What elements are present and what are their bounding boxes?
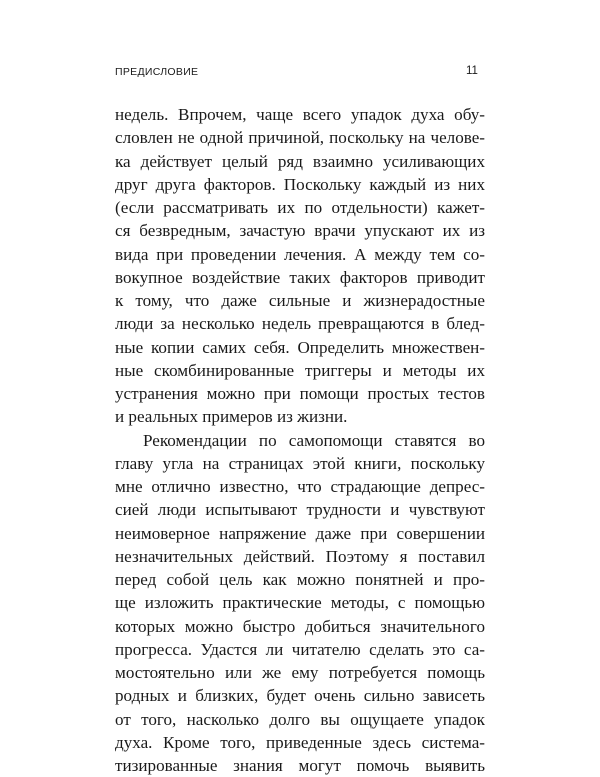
- text-line: главу угла на страницах этой книги, поскольку: [115, 452, 485, 475]
- text-line: от того, насколько долго вы ощущаете упадок: [115, 708, 485, 731]
- text-line: перед собой цель как можно понятней и про-: [115, 568, 485, 591]
- text-line: прогресса. Удастся ли читателю сделать это са-: [115, 638, 485, 661]
- text-line: устранения можно при помощи простых тестов: [115, 382, 485, 405]
- body-text: [115, 103, 485, 777]
- text-line: ные скомбинированные триггеры и методы их: [115, 359, 485, 382]
- text-line: и реальных примеров из жизни.: [115, 405, 485, 428]
- text-line: которых можно быстро добиться значительного: [115, 615, 485, 638]
- text-line: сией люди испытывают трудности и чувствуют: [115, 498, 485, 521]
- text-line: ся безвредным, зачастую врачи упускают их из: [115, 219, 485, 242]
- text-line: родных и близких, будет очень сильно зависеть: [115, 684, 485, 707]
- text-line: вида при проведении лечения. А между тем со-: [115, 243, 485, 266]
- text-line: мостоятельно или же ему потребуется помощь: [115, 661, 485, 684]
- text-line: ка действует целый ряд взаимно усиливающих: [115, 150, 485, 173]
- text-line: (если рассматривать их по отдельности) кажет-: [115, 196, 485, 219]
- paragraph-2: [115, 429, 485, 777]
- page-number: 11: [466, 65, 478, 77]
- text-line: словлен не одной причиной, поскольку на челове-: [115, 126, 485, 149]
- text-line: ные копии самих себя. Определить множествен-: [115, 336, 485, 359]
- text-line: неимоверное напряжение даже при совершении: [115, 522, 485, 545]
- running-head-section-title: ПРЕДИСЛОВИЕ: [115, 66, 198, 78]
- paragraph-1: [115, 103, 485, 429]
- text-line: незначительных действий. Поэтому я поставил: [115, 545, 485, 568]
- text-line: к тому, что даже сильные и жизнерадостные: [115, 289, 485, 312]
- text-line: недель. Впрочем, чаще всего упадок духа обу-: [115, 103, 485, 126]
- text-line: друг друга факторов. Поскольку каждый из них: [115, 173, 485, 196]
- text-line: Рекомендации по самопомощи ставятся во: [115, 429, 485, 452]
- text-line: мне отлично известно, что страдающие депрес-: [115, 475, 485, 498]
- text-line: люди за несколько недель превращаются в блед-: [115, 312, 485, 335]
- text-line: ще изложить практические методы, с помощью: [115, 591, 485, 614]
- text-line: вокупное воздействие таких факторов приводит: [115, 266, 485, 289]
- text-line: духа. Кроме того, приведенные здесь система-: [115, 731, 485, 754]
- text-line: тизированные знания могут помочь выявить: [115, 754, 485, 777]
